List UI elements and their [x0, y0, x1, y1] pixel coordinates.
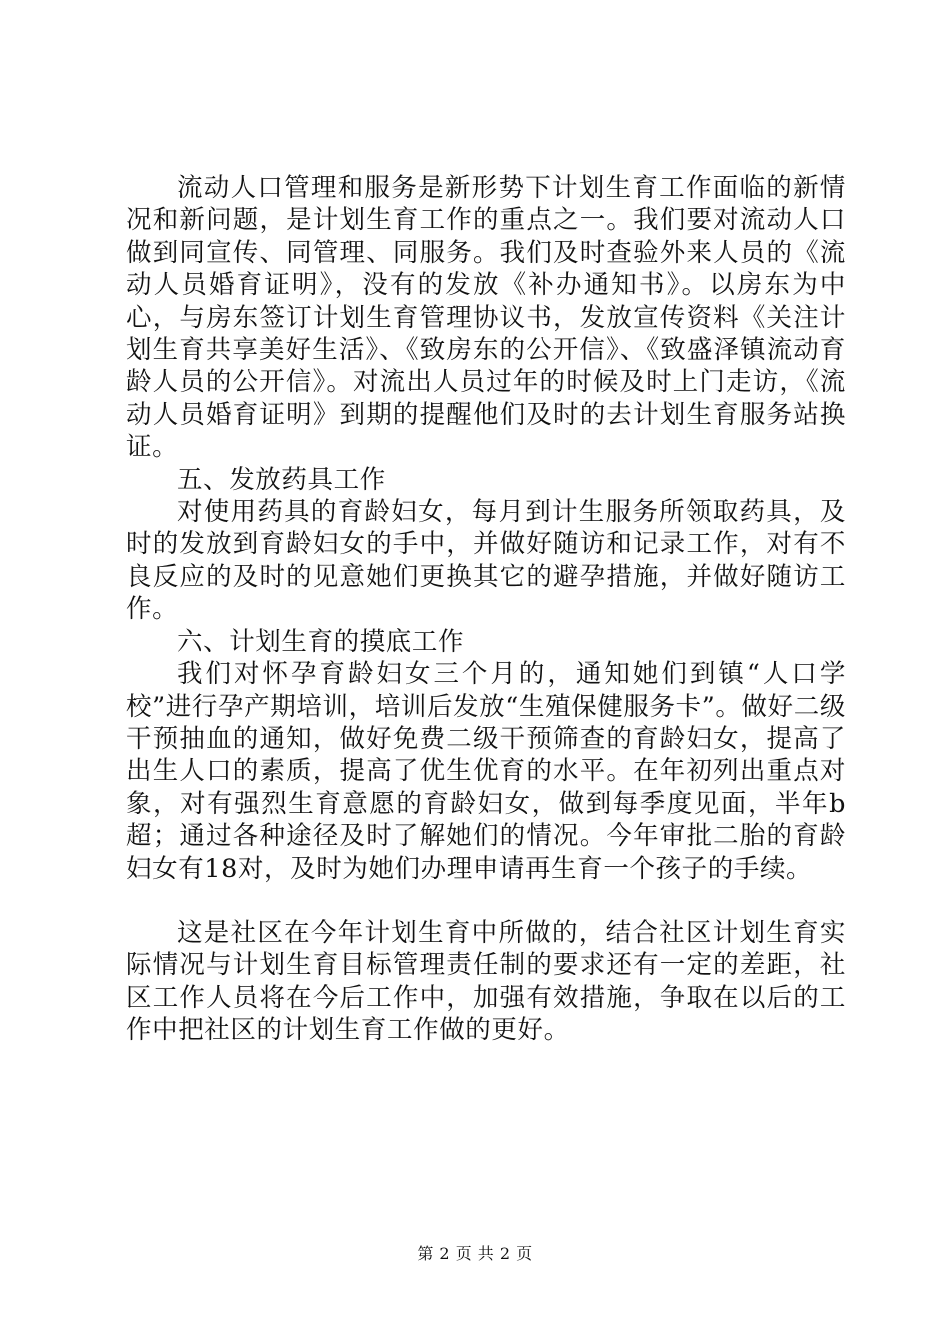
section-heading-contraceptives: 五、发放药具工作 [177, 464, 386, 495]
paragraph-floating-population: 流动人口管理和服务是新形势下计划生育工作面临的新情况和新问题，是计划生育工作的重点之一。我们要对流动人口做到同宣传、同管理、同服务。我们及时查验外来人员的《流动人员婚育证明》，没有的发放《补办通知书》。以房东为中心，与房东签订计划生育管理协议书，发放宣传资料《关注计划生育共享美好生活》、《致房东的公开信》、《致盛泽镇流动育龄人员的公开信》。对流出人员过年的时候及时上门走访，《流动人员婚育证明》到期的提醒他们及时的去计划生育服务站换证。 [126, 173, 846, 463]
paragraph-spacer [126, 885, 846, 917]
paragraph-survey: 我们对怀孕育龄妇女三个月的，通知她们到镇“人口学校”进行孕产期培训，培训后发放“生殖保健服务卡”。做好二级干预抽血的通知，做好免费二级干预筛查的育龄妇女，提高了出生人口的素质，提高了优生优育的水平。在年初列出重点对象，对有强烈生育意愿的育龄妇女，做到每季度见面，半年b超；通过各种途径及时了解她们的情况。今年审批二胎的育龄妇女有18对，及时为她们办理申请再生育一个孩子的手续。 [126, 659, 846, 884]
paragraph-conclusion: 这是社区在今年计划生育中所做的，结合社区计划生育实际情况与计划生育目标管理责任制的要求还有一定的差距，社区工作人员将在今后工作中，加强有效措施，争取在以后的工作中把社区的计划生育工作做的更好。 [126, 917, 846, 1046]
section-heading-survey: 六、计划生育的摸底工作 [177, 626, 465, 657]
document-body [126, 172, 846, 1047]
page-footer: 第 2 页 共 2 页 [417, 1244, 533, 1263]
paragraph-contraceptives: 对使用药具的育龄妇女，每月到计生服务所领取药具，及时的发放到育龄妇女的手中，并做好随访和记录工作，对有不良反应的及时的见意她们更换其它的避孕措施，并做好随访工作。 [126, 497, 846, 625]
